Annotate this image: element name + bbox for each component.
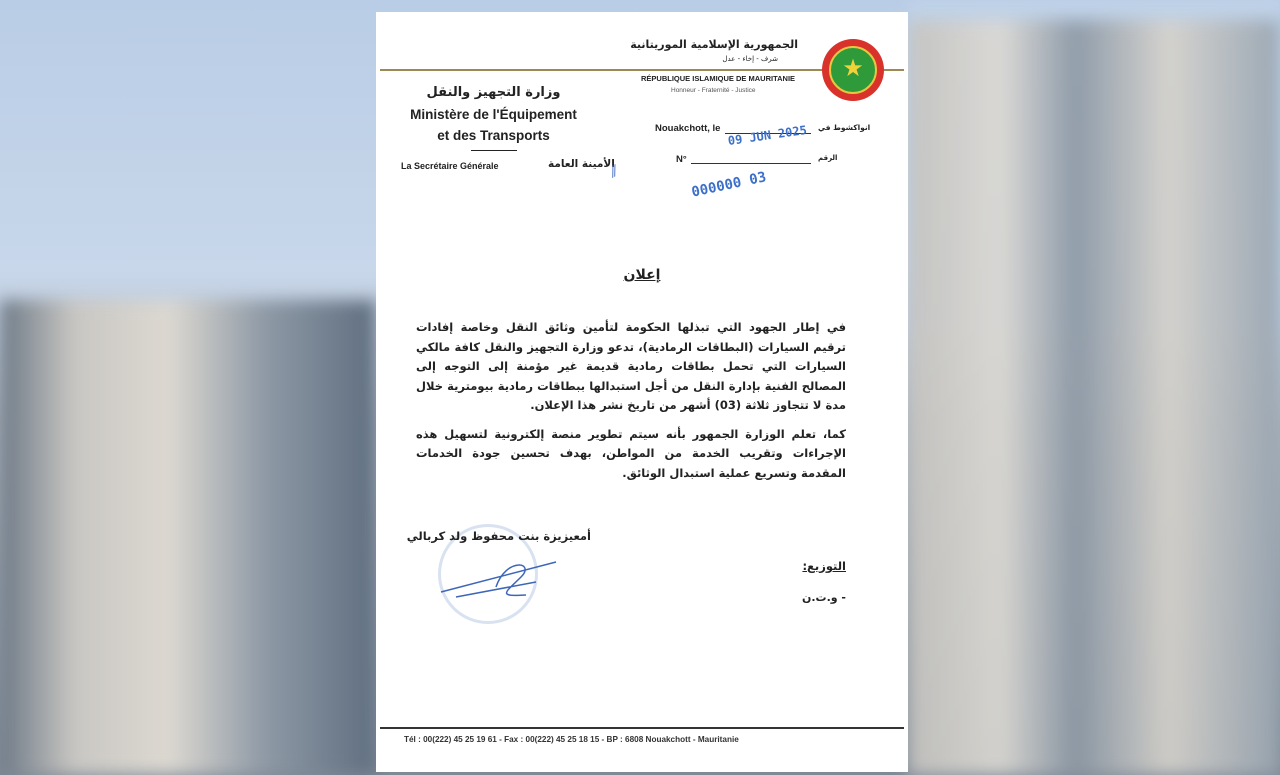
number-ar: الرقم — [818, 154, 838, 162]
dept-ar: الأمينة العامة — [548, 158, 615, 170]
place-ar: انواكشوط في — [818, 123, 871, 132]
number-stamp: 000000 03 — [690, 169, 768, 201]
dept-fr: La Secrétaire Générale — [401, 161, 499, 171]
number-line — [691, 163, 811, 164]
footer-contact: Tél : 00(222) 45 25 19 61 - Fax : 00(222) 45 25 18 15 - BP : 6808 Nouakchott - Mauritanie — [404, 735, 739, 744]
paragraph-1: في إطار الجهود التي تبذلها الحكومة لتأمين وثائق النقل وخاصة إفادات ترقيم السيارات (البطاقات الرمادية)، تدعو وزارة التجهيز والنقل كافة مالكي السيارات التي تحمل بطاقات رمادية قديمة غير مؤمنة إلى التوجه إلى المصالح الفنية بإدارة النقل من أجل استبدالها ببطاقات رمادية بيومترية خلال مدة لا تتجاوز ثلاثة (03) أشهر من تاريخ نشر هذا الإعلان. — [416, 320, 846, 412]
place-fr: Nouakchott, le — [655, 123, 721, 134]
initials-mark: ⁄⁄ — [608, 163, 621, 181]
signature — [436, 547, 566, 607]
distribution-label: التوزيع: — [802, 559, 846, 573]
date-stamp: 09 JUN 2025 — [727, 123, 808, 148]
announcement-document — [376, 12, 908, 772]
background-building-left — [0, 300, 376, 775]
footer-divider — [380, 727, 904, 729]
motto-fr: Honneur - Fraternité - Justice — [671, 87, 756, 94]
ministry-fr-1: Ministère de l'Équipement — [410, 107, 577, 122]
background-building-right — [908, 20, 1280, 775]
paragraph-2: كما، تعلم الوزارة الجمهور بأنه سيتم تطوير منصة إلكترونية لتسهيل هذه الإجراءات وتقريب الخدمة من المواطن، بهدف تحسين جودة الخدمات المقدمة وتسريع عملية استبدال الوثائق. — [416, 426, 846, 480]
ministry-ar: وزارة التجهيز والنقل — [426, 85, 561, 100]
motto-ar: شرف - إخاء - عدل — [722, 55, 778, 63]
signatory-name: أمعيزيزة بنت محفوظ ولد كربالي — [406, 529, 591, 543]
distribution-item: - و.ت.ن — [801, 591, 846, 604]
republic-ar: الجمهورية الإسلامية الموريتانية — [630, 38, 798, 51]
number-fr: N° — [676, 154, 687, 165]
national-emblem: ★ — [822, 39, 884, 101]
announcement-body — [416, 318, 846, 483]
republic-fr: RÉPUBLIQUE ISLAMIQUE DE MAURITANIE — [641, 74, 796, 83]
ministry-fr-2: et des Transports — [437, 128, 550, 143]
announcement-title: إعلان — [623, 267, 661, 283]
ministry-underline — [471, 150, 517, 151]
